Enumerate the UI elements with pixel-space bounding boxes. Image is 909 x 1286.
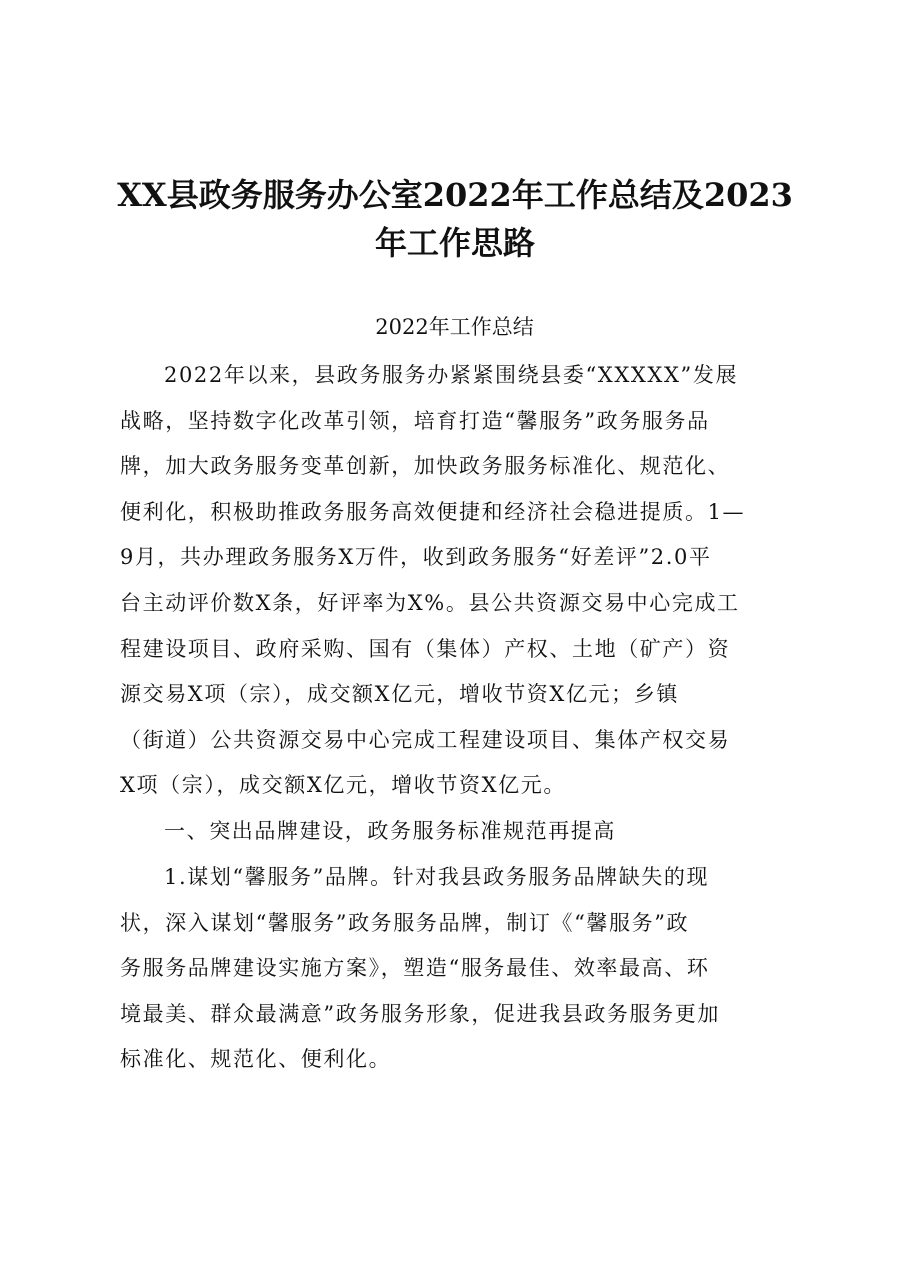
paragraph-line: 牌，加大政务服务变革创新，加快政务服务标准化、规范化、 [120, 454, 731, 479]
paragraph-intro [120, 353, 800, 809]
paragraph-line: 标准化、规范化、便利化。 [120, 1047, 392, 1072]
paragraph-line: 程建设项目、政府采购、国有（集体）产权、土地（矿产）资 [120, 636, 731, 661]
section-subtitle: 2022年工作总结 [375, 315, 534, 339]
paragraph-line: 9月，共办理政务服务X万件，收到政务服务“好差评”2.0平 [120, 545, 712, 570]
paragraph-brand [120, 855, 800, 1083]
paragraph-line: 务服务品牌建设实施方案》，塑造“服务最佳、效率最高、环 [120, 956, 710, 981]
document-title-line-1: XX县政务服务办公室2022年工作总结及2023 [117, 176, 793, 214]
section-heading-text: 一、突出品牌建设，政务服务标准规范再提高 [164, 819, 616, 843]
paragraph-line: 境最美、群众最满意”政务服务形象，促进我县政务服务更加 [120, 1001, 720, 1026]
paragraph-line: 状，深入谋划“馨服务”政务服务品牌，制订《“馨服务”政 [120, 910, 690, 935]
document-title-line-2: 年工作思路 [374, 224, 535, 262]
paragraph-line: 便利化，积极助推政务服务高效便捷和经济社会稳进提质。1— [120, 499, 746, 524]
paragraph-line: （街道）公共资源交易中心完成工程建设项目、集体产权交易 [120, 727, 731, 752]
paragraph-line: 战略，坚持数字化改革引领，培育打造“馨服务”政务服务品 [120, 408, 710, 433]
paragraph-line: 台主动评价数X条，好评率为X%。县公共资源交易中心完成工 [120, 590, 740, 615]
paragraph-line: 1.谋划“馨服务”品牌。针对我县政务服务品牌缺失的现 [164, 865, 710, 889]
paragraph-line: X项（宗），成交额X亿元，增收节资X亿元。 [120, 773, 566, 798]
section-heading-1 [120, 809, 800, 855]
paragraph-line: 2022年以来，县政务服务办紧紧围绕县委“XXXXX”发展 [164, 363, 739, 387]
paragraph-line: 源交易X项（宗），成交额X亿元，增收节资X亿元；乡镇 [120, 682, 679, 707]
